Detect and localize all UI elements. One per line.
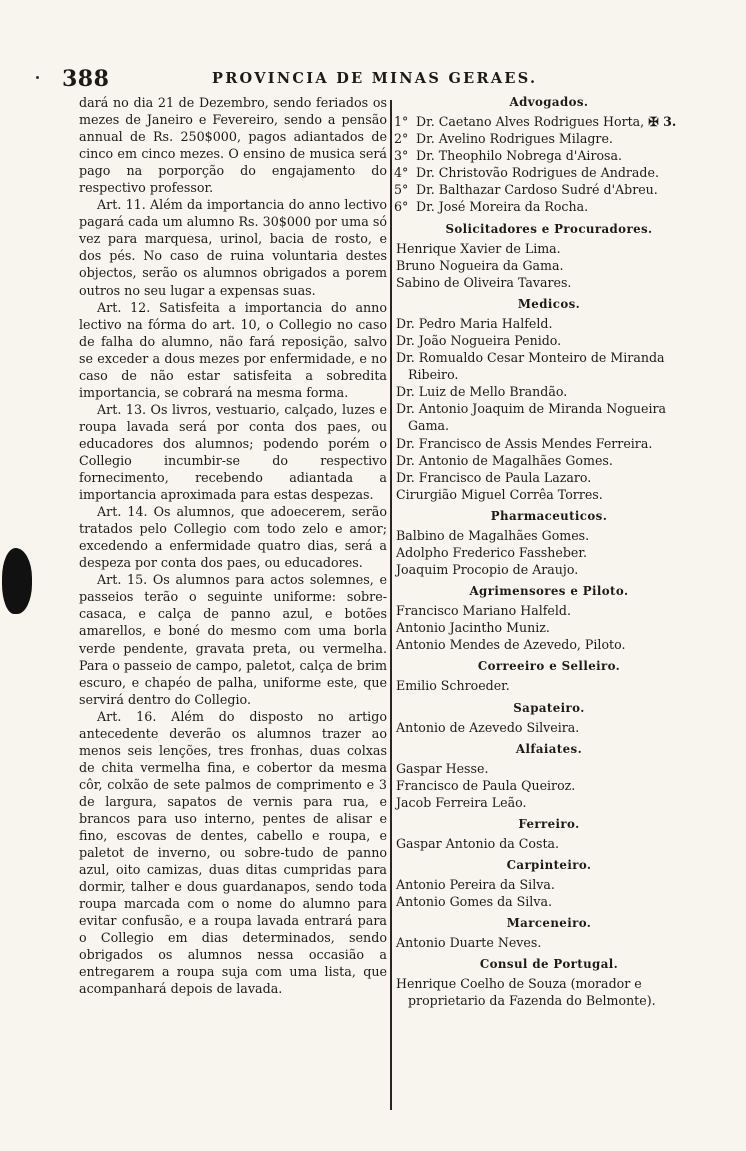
article-16: Art. 16. Além do disposto no artigo antecedente deverão os alumnos trazer ao menos seis lenções, tres fronhas, duas colxas de chita vermelha fina, e cobertor da mesma côr, colxão de sete palmos de comprimento e 3 de largura, sapatos de vernis para rua, e brancos para uso interno, pentes de alisar e fino, escovas de dentes, cabello e roupa, e paletot de inverno, ou sobre-tudo de panno azul, oito camizas, duas ditas cumpridas para dormir, talher e dous guardanapos, sendo toda roupa marcada com o nome do alumno para evitar confusão, e a roupa lavada entrará para o Collegio em dias determinados, sendo obrigados os alumnos nessa occasião a entregarem a roupa suja com uma lista, que acompanhará depois de lavada. <box>79 708 387 997</box>
list-item: Dr. João Nogueira Penido. <box>396 332 562 348</box>
item-number: 2° <box>394 131 409 147</box>
list-item: Dr. Francisco de Paula Lazaro. <box>396 469 592 485</box>
list-item: Antonio Pereira da Silva. <box>396 877 555 892</box>
ink-smudge <box>2 548 32 614</box>
list-item <box>394 113 704 130</box>
section-heading: Pharmaceuticos. <box>490 508 608 523</box>
list-item: Dr. Luiz de Mello Brandão. <box>396 384 568 400</box>
page-number: 388 <box>62 66 110 92</box>
item-name: Dr. Christovão Rodrigues de Andrade. <box>416 165 659 181</box>
item-number: 6° <box>394 199 409 215</box>
article-13: Art. 13. Os livros, vestuario, calçado, luzes e roupa lavada será por conta dos paes, ou educadores dos alumnos; podendo porém o Collegio incumbir-se do respectivo fornecimento, recebendo adiantada a importancia aproximada para estas despezas. <box>79 401 387 503</box>
list-item: Henrique Xavier de Lima. <box>396 240 561 256</box>
list-item: Gaspar Antonio da Costa. <box>396 835 560 851</box>
left-column <box>79 94 387 997</box>
list-item: Francisco de Paula Queiroz. <box>396 777 576 793</box>
list-item: Dr. Antonio Joaquim de Miranda Nogueira Gama. <box>396 401 667 434</box>
list-item: Sabino de Oliveira Tavares. <box>396 274 572 290</box>
list-item: Jacob Ferreira Leão. <box>396 794 527 810</box>
list-item: Antonio Duarte Neves. <box>396 935 542 951</box>
article-14: Art. 14. Os alumnos, que adoecerem, serão tratados pelo Collegio com todo zelo e amor; excedendo a enfermidade quatro dias, será a despeza por conta dos paes, ou educadores. <box>79 504 387 571</box>
list-item <box>394 198 704 215</box>
item-number: 5° <box>394 182 409 198</box>
right-column <box>394 94 704 1009</box>
item-name: Dr. Theophilo Nobrega d'Airosa. <box>416 148 623 164</box>
section-heading: Correeiro e Selleiro. <box>477 659 621 674</box>
column-divider <box>390 100 392 1110</box>
section-heading: Solicitadores e Procuradores. <box>445 221 653 236</box>
list-item: Antonio Mendes de Azevedo, Piloto. <box>396 637 626 653</box>
list-item: Henrique Coelho de Souza (morador e proprietario da Fazenda do Belmonte). <box>396 976 656 1009</box>
item-name: Dr. Balthazar Cardoso Sudré d'Abreu. <box>416 182 658 198</box>
list-item: Emilio Schroeder. <box>396 678 510 694</box>
section-heading: Consul de Portugal. <box>479 957 619 972</box>
section-heading: Medicos. <box>517 296 581 311</box>
list-item: Francisco Mariano Halfeld. <box>396 603 571 619</box>
list-item <box>394 130 704 147</box>
list-item: Dr. Pedro Maria Halfeld. <box>396 315 553 331</box>
section-heading: Marceneiro. <box>506 916 592 931</box>
list-item: Adolpho Frederico Fassheber. <box>396 544 587 560</box>
running-title: PROVINCIA DE MINAS GERAES. <box>212 70 538 87</box>
list-item: Antonio Jacintho Muniz. <box>396 620 550 636</box>
list-item: Joaquim Procopio de Araujo. <box>396 562 579 578</box>
item-name: Dr. Avelino Rodrigues Milagre. <box>416 131 613 147</box>
item-name: Dr. Caetano Alves Rodrigues Horta, <box>416 114 645 129</box>
section-heading: Alfaiates. <box>515 741 583 756</box>
item-number: 4° <box>394 165 409 181</box>
list-item: Dr. Francisco de Assis Mendes Ferreira. <box>396 435 653 451</box>
order-cross-mark: ✠ 3. <box>648 114 677 129</box>
list-item: Antonio de Azevedo Silveira. <box>396 719 580 735</box>
article-15: Art. 15. Os alumnos para actos solemnes, e passeios terão o seguinte uniforme: sobre-casaca, e calça de panno azul, e botões amarellos, e boné do mesmo com uma borla verde pendente, gravata preta, ou vermelha. Para o passeio de campo, paletot, calça de brim escuro, e chapéo de palha, uniforme este, que servirá dentro do Collegio. <box>79 572 387 707</box>
print-speck <box>36 76 39 79</box>
section-heading: Ferreiro. <box>518 816 580 831</box>
list-item: Antonio Gomes da Silva. <box>396 894 552 910</box>
section-heading: Sapateiro. <box>513 700 585 715</box>
paragraph: dará no dia 21 de Dezembro, sendo feriados os mezes de Janeiro e Fevereiro, sendo a pensão annual de Rs. 250$000, pagos adiantados de cinco em cinco mezes. O ensino de musica será pago na porporção do engajamento do respectivo professor. <box>79 95 387 196</box>
list-item <box>394 181 704 198</box>
article-12: Art. 12. Satisfeita a importancia do anno lectivo na fórma do art. 10, o Collegio no caso de falha do alumno, não fará reposição, salvo se exceder a dous mezes por enfermidade, e no caso de não estar satisfeita a sobredita importancia, se cobrará na mesma forma. <box>79 299 387 400</box>
list-item: Bruno Nogueira da Gama. <box>396 257 564 273</box>
list-item: Dr. Antonio de Magalhães Gomes. <box>396 452 613 468</box>
article-11: Art. 11. Além da importancia do anno lectivo pagará cada um alumno Rs. 30$000 por uma só vez para marquesa, urinol, bacia de rosto, e dos pés. No caso de ruina voluntaria destes objectos, serão os alumnos obrigados a porem outros no seu lugar a expensas suas. <box>79 197 387 298</box>
list-item: Gaspar Hesse. <box>396 760 489 776</box>
list-item <box>394 164 704 181</box>
item-number: 3° <box>394 148 409 164</box>
section-heading: Advogados. <box>509 95 589 109</box>
list-item <box>394 147 704 164</box>
list-item: Cirurgião Miguel Corrêa Torres. <box>396 486 603 502</box>
section-heading: Carpinteiro. <box>506 858 592 872</box>
item-name: Dr. José Moreira da Rocha. <box>416 199 589 215</box>
list-item: Balbino de Magalhães Gomes. <box>396 527 590 543</box>
item-number: 1° <box>394 114 409 129</box>
list-item: Dr. Romualdo Cesar Monteiro de Miranda Ribeiro. <box>396 350 665 383</box>
section-heading: Agrimensores e Piloto. <box>469 584 629 599</box>
